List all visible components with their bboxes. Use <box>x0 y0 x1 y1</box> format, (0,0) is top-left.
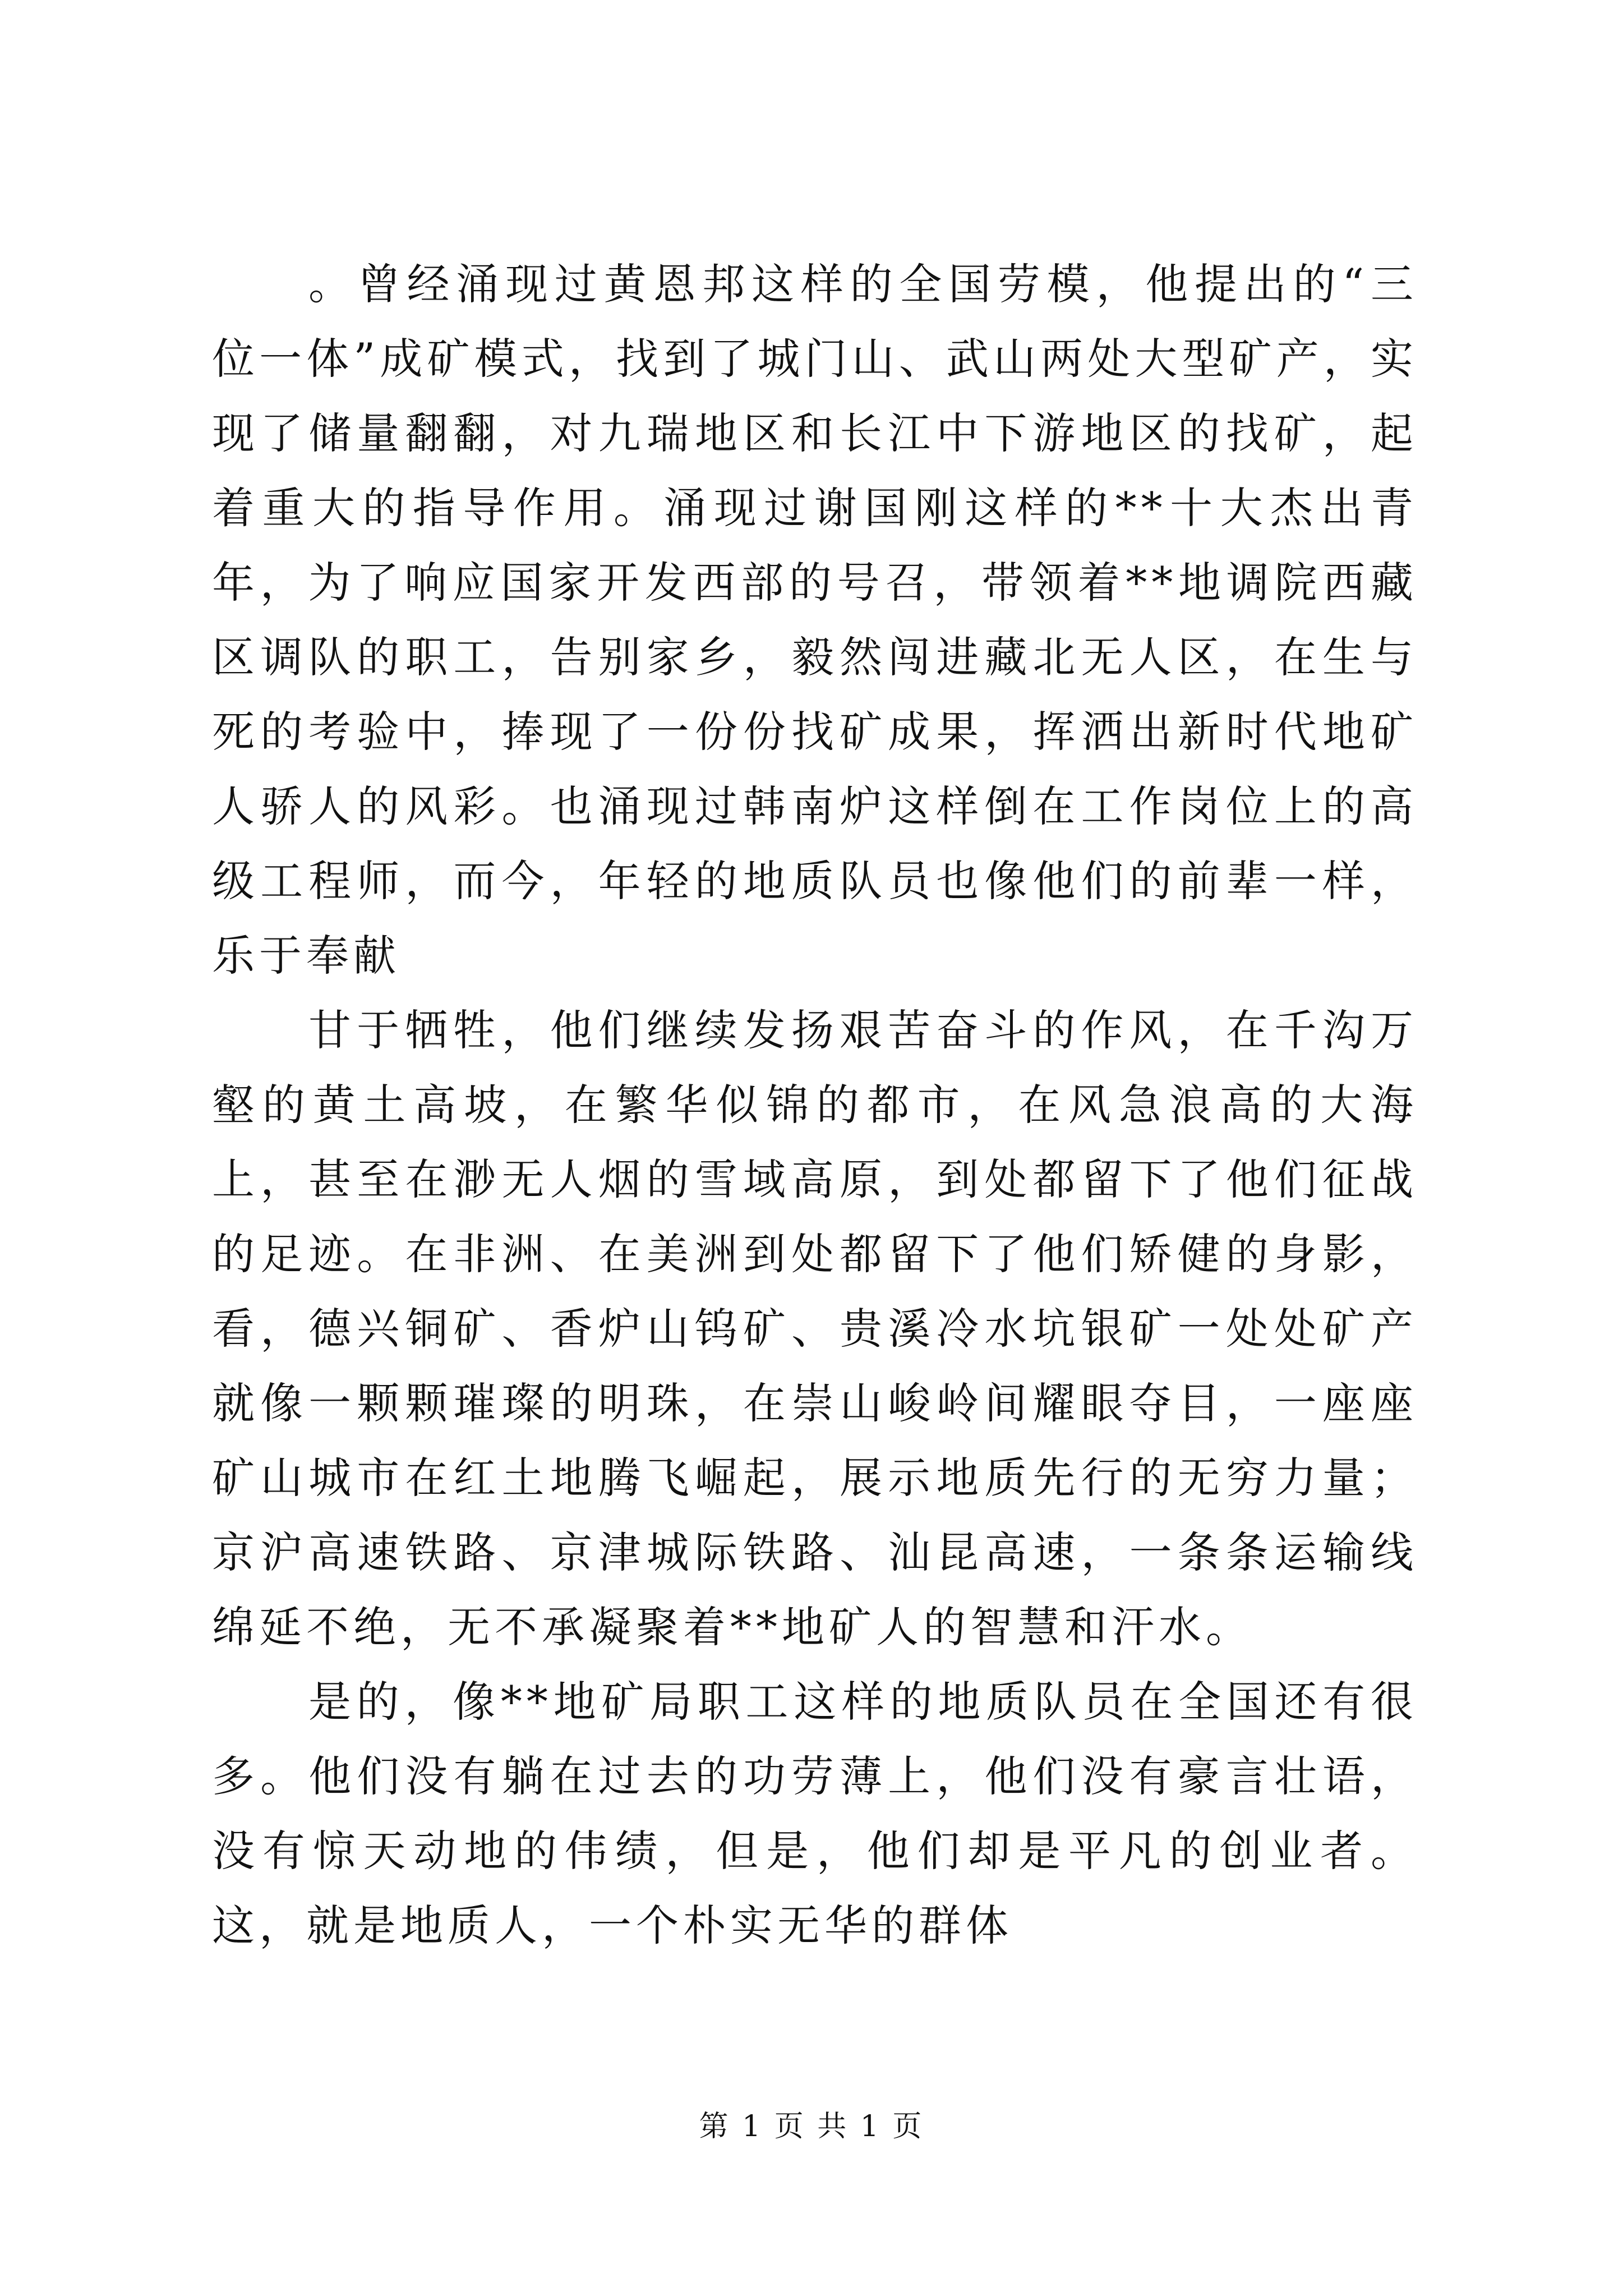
page-footer: 第 1 页 共 1 页 <box>699 2110 924 2143</box>
paragraph-1: 。曾经涌现过黄恩邦这样的全国劳模，他提出的“三位一体”成矿模式，找到了城门山、武山两处大型矿产，实现了储量翻翻，对九瑞地区和长江中下游地区的找矿，起着重大的指导作用。涌现过谢国刚这样的**十大杰出青年，为了响应国家开发西部的号召，带领着**地调院西藏区调队的职工，告别家乡，毅然闯进藏北无人区，在生与死的考验中，捧现了一份份找矿成果，挥洒出新时代地矿人骄人的风彩。也涌现过韩南炉这样倒在工作岗位上的高级工程师，而今，年轻的地质队员也像他们的前辈一样，乐于奉献 <box>212 259 1418 981</box>
document-body <box>212 247 1418 1963</box>
paragraph-2: 甘于牺牲，他们继续发扬艰苦奋斗的作风，在千沟万壑的黄土高坡，在繁华似锦的都市，在风急浪高的大海上，甚至在渺无人烟的雪域高原，到处都留下了他们征战的足迹。在非洲、在美洲到处都留下了他们矫健的身影，看，德兴铜矿、香炉山钨矿、贵溪冷水坑银矿一处处矿产就像一颗颗璀璨的明珠，在崇山峻岭间耀眼夺目，一座座矿山城市在红土地腾飞崛起，展示地质先行的无穷力量；京沪高速铁路、京津城际铁路、汕昆高速，一条条运输线绵延不绝，无不承凝聚着**地矿人的智慧和汗水。 <box>212 1005 1418 1652</box>
paragraph-3: 是的，像**地矿局职工这样的地质队员在全国还有很多。他们没有躺在过去的功劳薄上，他们没有豪言壮语，没有惊天动地的伟绩，但是，他们却是平凡的创业者。这，就是地质人，一个朴实无华的群体 <box>212 1677 1418 1950</box>
